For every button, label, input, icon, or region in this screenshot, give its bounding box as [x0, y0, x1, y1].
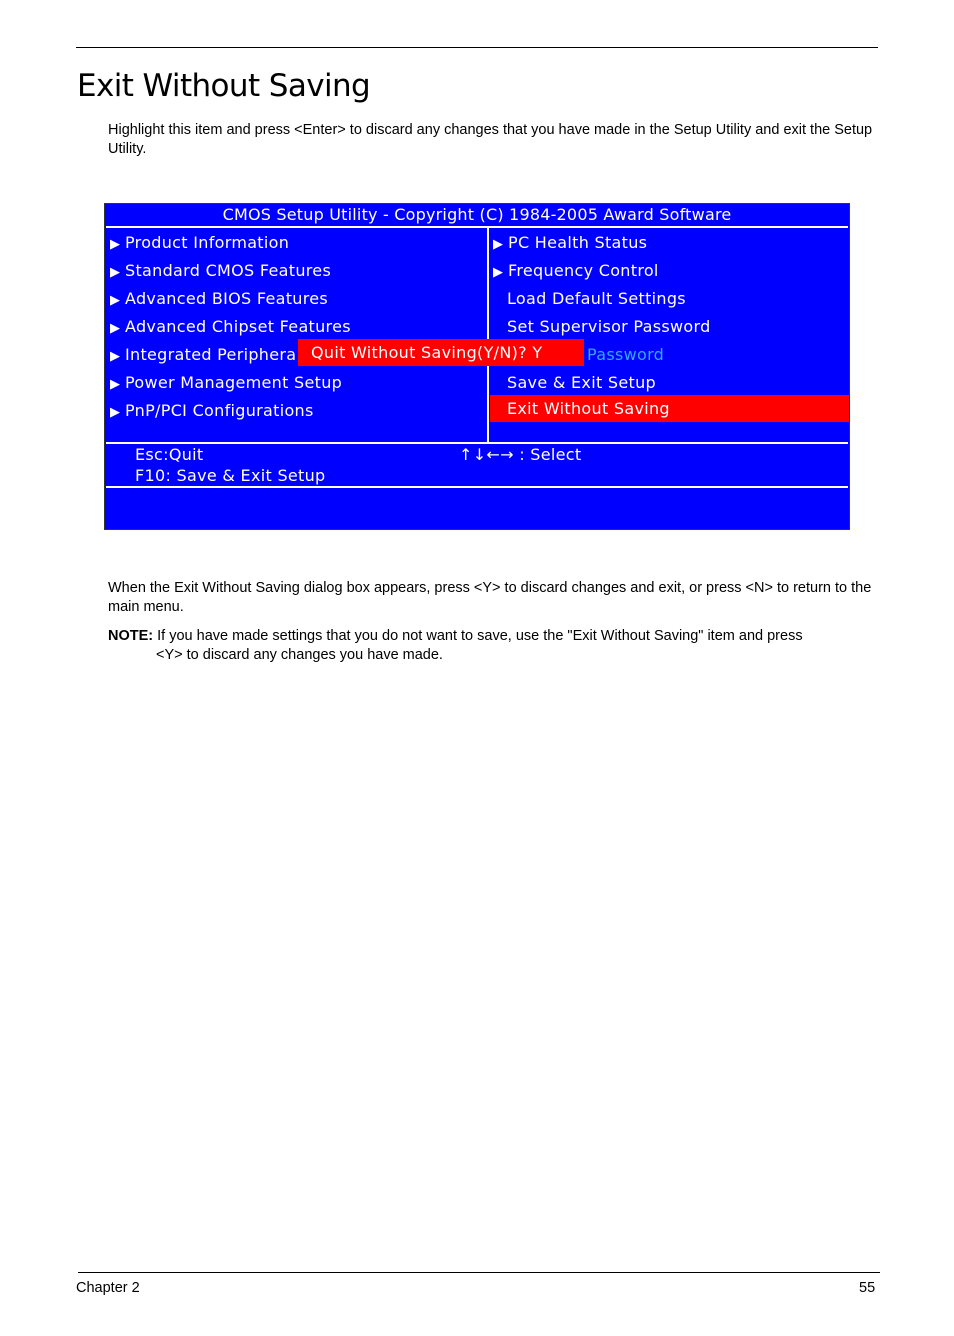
submenu-arrow-icon: ▶: [110, 349, 121, 364]
menu-item-frequency-control[interactable]: ▶ Frequency Control: [493, 257, 659, 285]
submenu-arrow-icon: ▶: [493, 237, 504, 252]
menu-item-pc-health-status[interactable]: ▶ PC Health Status: [493, 229, 647, 257]
submenu-arrow-icon: ▶: [110, 265, 121, 280]
footer-page-number: 55: [859, 1280, 876, 1296]
page-title: Exit Without Saving: [77, 68, 371, 104]
note-label: NOTE:: [108, 628, 154, 644]
menu-item-save-exit-setup[interactable]: Save & Exit Setup: [507, 373, 656, 392]
menu-item-set-supervisor-password[interactable]: Set Supervisor Password: [507, 317, 711, 336]
submenu-arrow-icon: ▶: [110, 237, 121, 252]
submenu-arrow-icon: ▶: [110, 293, 121, 308]
hint-f10-save-exit: F10: Save & Exit Setup: [135, 466, 326, 485]
hint-select: ↑↓←→ : Select: [459, 445, 582, 464]
menu-item-standard-cmos-features[interactable]: ▶ Standard CMOS Features: [110, 257, 331, 285]
submenu-arrow-icon: ▶: [110, 405, 121, 420]
menu-item-advanced-bios-features[interactable]: ▶ Advanced BIOS Features: [110, 285, 328, 313]
after-paragraph: When the Exit Without Saving dialog box appears, press <Y> to discard changes and exit, or press <N> to return to the main menu.: [108, 580, 872, 615]
submenu-arrow-icon: ▶: [493, 265, 504, 280]
bios-screen: [104, 203, 850, 530]
bios-divider-bottom: [106, 486, 848, 488]
menu-item-integrated-peripherals[interactable]: ▶ Integrated Periphera: [110, 341, 296, 369]
menu-item-power-management-setup[interactable]: ▶ Power Management Setup: [110, 369, 342, 397]
submenu-arrow-icon: ▶: [110, 377, 121, 392]
menu-item-exit-without-saving[interactable]: Exit Without Saving: [490, 395, 849, 422]
note-paragraph: [108, 627, 878, 665]
top-rule: [76, 47, 878, 48]
footer-chapter: Chapter 2: [76, 1280, 140, 1296]
menu-item-load-default-settings[interactable]: Load Default Settings: [507, 289, 686, 308]
submenu-arrow-icon: ▶: [110, 321, 121, 336]
menu-item-product-information[interactable]: ▶ Product Information: [110, 229, 289, 257]
quit-confirm-dialog[interactable]: Quit Without Saving(Y/N)? Y: [298, 339, 584, 366]
hint-esc-quit: Esc:Quit: [135, 445, 204, 464]
menu-item-advanced-chipset-features[interactable]: ▶ Advanced Chipset Features: [110, 313, 351, 341]
bios-divider-vertical: [487, 228, 489, 443]
bios-divider-top: [106, 226, 848, 228]
menu-item-pnp-pci-configurations[interactable]: ▶ PnP/PCI Configurations: [110, 397, 314, 425]
note-text-line2: <Y> to discard any changes you have made.: [156, 647, 443, 663]
menu-item-set-user-password[interactable]: Password: [587, 345, 665, 364]
intro-paragraph: Highlight this item and press <Enter> to discard any changes that you have made in the Setup Utility and exit the Setup Utility.: [108, 122, 873, 157]
bottom-rule: [78, 1272, 880, 1273]
note-text-line1: If you have made settings that you do not want to save, use the "Exit Without Saving" item and press: [153, 628, 803, 644]
bios-title: CMOS Setup Utility - Copyright (C) 1984-2005 Award Software: [222, 205, 732, 224]
